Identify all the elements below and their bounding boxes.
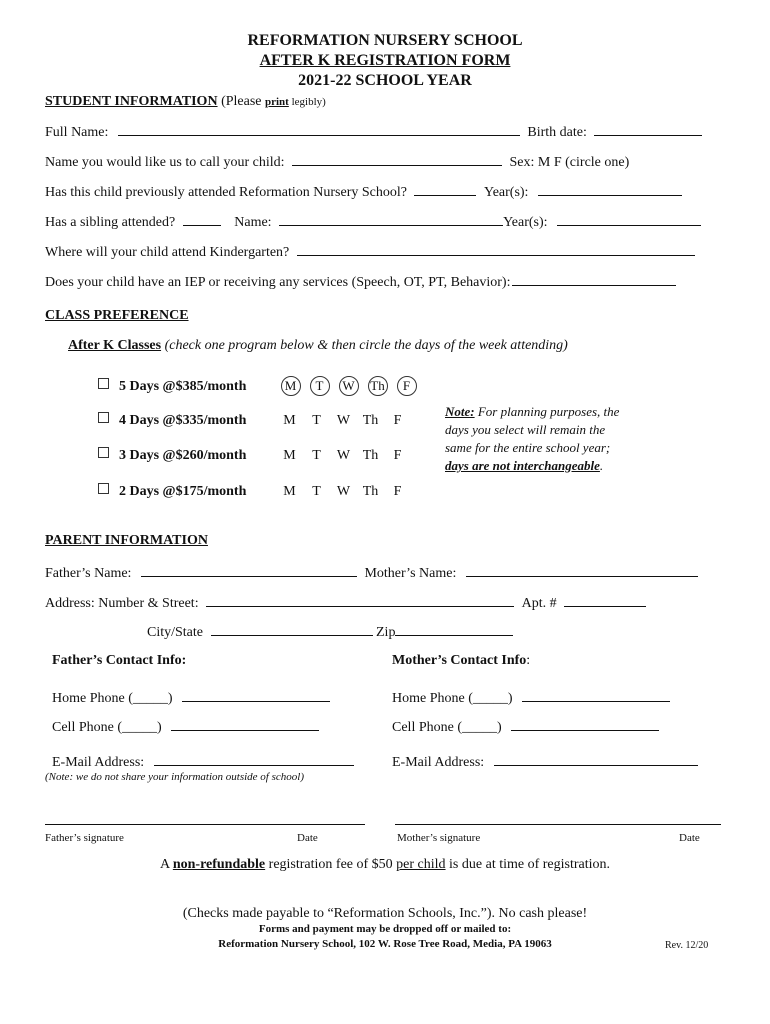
- address-label: Address: Number & Street:: [45, 596, 199, 611]
- father-home-phone-row: [52, 689, 330, 707]
- parent-names-row: [45, 564, 698, 582]
- fee-per-child: per child: [396, 857, 446, 872]
- father-signature-line[interactable]: [45, 824, 365, 825]
- note-emphasis: days are not interchangeable: [445, 458, 600, 473]
- note-line: same for the entire school year;: [445, 440, 611, 455]
- parent-section-heading: PARENT INFORMATION: [45, 533, 208, 548]
- father-cell-phone-row: [52, 718, 319, 736]
- years2-label: Year(s):: [503, 215, 548, 230]
- father-date-label: Date: [297, 832, 318, 844]
- student-heading-text: STUDENT INFORMATION: [45, 94, 218, 109]
- option-label: 4 Days @$335/month: [119, 413, 247, 428]
- day-option[interactable]: W: [336, 413, 351, 428]
- father-email-row: [52, 753, 354, 771]
- zip-label: Zip: [376, 625, 396, 640]
- day-option[interactable]: T: [312, 413, 321, 428]
- fee-a: A: [159, 857, 173, 872]
- day-option[interactable]: M: [283, 484, 296, 499]
- day-circle[interactable]: W: [339, 376, 359, 396]
- fee-mid: registration fee of $50: [265, 857, 397, 872]
- previous-row: [45, 183, 682, 201]
- full-name-field[interactable]: [118, 123, 520, 136]
- day-option[interactable]: W: [336, 448, 351, 463]
- mother-home-phone-field[interactable]: [522, 689, 670, 702]
- call-name-field[interactable]: [292, 153, 502, 166]
- checks-note: (Checks made payable to “Reformation Schools, Inc.”). No cash please!: [182, 906, 588, 921]
- day-option[interactable]: M: [283, 448, 296, 463]
- after-k-classes-label: After K Classes: [68, 338, 162, 353]
- mother-cell-phone-field[interactable]: [511, 718, 659, 731]
- note-line: days you select will remain the: [445, 422, 606, 437]
- call-name-row: [45, 153, 629, 171]
- home-phone-label: Home Phone (_____): [52, 691, 173, 706]
- email-label: E-Mail Address:: [392, 755, 485, 770]
- mother-name-label: Mother’s Name:: [364, 566, 457, 581]
- note-end: .: [599, 458, 604, 473]
- class-subheading: [68, 338, 568, 354]
- birth-date-field[interactable]: [594, 123, 702, 136]
- mother-home-phone-row: [392, 689, 670, 707]
- mother-date-label: Date: [679, 832, 700, 844]
- mother-contact-text: Mother’s Contact Info: [392, 653, 527, 668]
- privacy-note: (Note: we do not share your information outside of school): [45, 771, 304, 783]
- previous-field[interactable]: [414, 183, 476, 196]
- note-open: (Please: [217, 94, 265, 109]
- kinder-label: Where will your child attend Kindergarten?: [45, 245, 290, 260]
- checkbox[interactable]: [98, 447, 109, 458]
- city-field[interactable]: [211, 623, 373, 636]
- fee-end: is due at time of registration.: [445, 857, 611, 872]
- checkbox[interactable]: [98, 378, 109, 389]
- class-option-row[interactable]: [98, 483, 416, 500]
- years2-field[interactable]: [557, 213, 701, 226]
- class-section-heading: CLASS PREFERENCE: [45, 308, 189, 323]
- fee-statement: [0, 857, 770, 873]
- class-option-row[interactable]: [98, 412, 416, 429]
- full-name-row: [45, 123, 702, 141]
- day-circle[interactable]: F: [397, 376, 417, 396]
- revision-label: Rev. 12/20: [665, 940, 709, 951]
- father-email-field[interactable]: [154, 753, 354, 766]
- father-cell-phone-field[interactable]: [171, 718, 319, 731]
- father-name-field[interactable]: [141, 564, 357, 577]
- kinder-field[interactable]: [297, 243, 695, 256]
- class-option-row[interactable]: [98, 447, 416, 464]
- full-name-label: Full Name:: [45, 125, 109, 140]
- mailing-address: Reformation Nursery School, 102 W. Rose Tree Road, Media, PA 19063: [218, 938, 552, 950]
- mother-email-row: [392, 753, 698, 771]
- forms-note: Forms and payment may be dropped off or mailed to:: [258, 923, 512, 935]
- mother-contact-heading: [392, 653, 530, 669]
- previous-label: Has this child previously attended Reformation Nursery School?: [45, 185, 407, 200]
- day-option[interactable]: W: [336, 484, 351, 499]
- form-title: AFTER K REGISTRATION FORM: [259, 52, 511, 69]
- class-option-row[interactable]: [98, 376, 426, 396]
- mother-signature-line[interactable]: [395, 824, 721, 825]
- email-label: E-Mail Address:: [52, 755, 145, 770]
- kinder-row: [45, 243, 695, 261]
- sibling-name-label: Name:: [234, 215, 272, 230]
- street-field[interactable]: [206, 594, 514, 607]
- birth-date-label: Birth date:: [527, 125, 587, 140]
- apt-field[interactable]: [564, 594, 646, 607]
- fee-nonrefundable: non-refundable: [172, 857, 266, 872]
- mother-signature-label: Mother’s signature: [397, 832, 481, 844]
- note-close: legibly): [288, 96, 326, 108]
- sibling-row: [45, 213, 701, 231]
- iep-label: Does your child have an IEP or receiving any services (Speech, OT, PT, Behavior):: [45, 275, 511, 290]
- iep-row: [45, 273, 676, 291]
- sex-label[interactable]: Sex: M F (circle one): [509, 155, 630, 170]
- sibling-field[interactable]: [183, 213, 221, 226]
- day-option[interactable]: Th: [362, 448, 379, 463]
- iep-field[interactable]: [512, 273, 676, 286]
- sibling-name-field[interactable]: [279, 213, 503, 226]
- day-circle[interactable]: M: [281, 376, 301, 396]
- cell-phone-label: Cell Phone (_____): [392, 720, 502, 735]
- mother-name-field[interactable]: [466, 564, 698, 577]
- option-label: 2 Days @$175/month: [119, 484, 247, 499]
- student-section-heading: [45, 92, 326, 110]
- years1-field[interactable]: [538, 183, 682, 196]
- mother-contact-colon: :: [526, 653, 531, 668]
- father-signature-label: Father’s signature: [45, 832, 124, 844]
- day-circle[interactable]: T: [310, 376, 330, 396]
- day-option[interactable]: Th: [362, 484, 379, 499]
- day-option[interactable]: F: [393, 484, 402, 499]
- father-name-label: Father’s Name:: [45, 566, 132, 581]
- mother-cell-phone-row: [392, 718, 659, 736]
- school-name: REFORMATION NURSERY SCHOOL: [247, 32, 523, 49]
- day-circle[interactable]: Th: [368, 376, 388, 396]
- checkbox[interactable]: [98, 483, 109, 494]
- note-line: For planning purposes, the: [474, 404, 620, 419]
- cell-phone-label: Cell Phone (_____): [52, 720, 162, 735]
- mother-email-field[interactable]: [494, 753, 698, 766]
- home-phone-label: Home Phone (_____): [392, 691, 513, 706]
- note-print: print: [265, 96, 289, 108]
- day-option[interactable]: F: [393, 448, 402, 463]
- zip-field[interactable]: [395, 623, 513, 636]
- school-year: 2021-22 SCHOOL YEAR: [298, 72, 472, 89]
- address-row: [45, 594, 646, 612]
- note-label: Note:: [445, 404, 475, 419]
- years1-label: Year(s):: [483, 185, 529, 200]
- checkbox[interactable]: [98, 412, 109, 423]
- day-option[interactable]: T: [312, 448, 321, 463]
- day-option[interactable]: M: [283, 413, 296, 428]
- option-label: 5 Days @$385/month: [119, 379, 247, 394]
- day-option[interactable]: T: [312, 484, 321, 499]
- apt-label: Apt. #: [521, 596, 557, 611]
- city-label: City/State: [147, 625, 203, 640]
- father-contact-heading: Father’s Contact Info:: [52, 653, 187, 668]
- father-home-phone-field[interactable]: [182, 689, 330, 702]
- day-option[interactable]: F: [393, 413, 402, 428]
- sibling-label: Has a sibling attended?: [45, 215, 176, 230]
- option-label: 3 Days @$260/month: [119, 448, 247, 463]
- city-row: [147, 623, 513, 641]
- day-option[interactable]: Th: [362, 413, 379, 428]
- class-instruction: (check one program below & then circle the days of the week attending): [161, 338, 568, 353]
- planning-note: [445, 403, 619, 475]
- call-name-label: Name you would like us to call your child:: [45, 155, 285, 170]
